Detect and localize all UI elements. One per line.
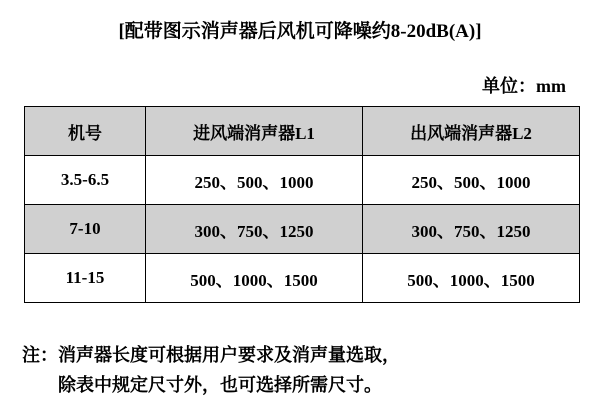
table-row	[25, 156, 580, 205]
table-row	[25, 254, 580, 303]
cell-model: 3.5-6.5	[25, 156, 146, 205]
column-header-outlet: 出风端消声器L2	[363, 107, 580, 156]
column-header-inlet: 进风端消声器L1	[146, 107, 363, 156]
note-line-1: 注：消声器长度可根据用户要求及消声量选取，	[22, 345, 400, 365]
silencer-length-table	[24, 106, 580, 303]
cell-outlet: 250、500、1000	[363, 156, 580, 205]
cell-outlet: 500、1000、1500	[363, 254, 580, 303]
table-row	[25, 205, 580, 254]
cell-model: 11-15	[25, 254, 146, 303]
column-header-model: 机号	[25, 107, 146, 156]
table-header-row	[25, 107, 580, 156]
cell-model: 7-10	[25, 205, 146, 254]
cell-outlet: 300、750、1250	[363, 205, 580, 254]
cell-inlet: 500、1000、1500	[146, 254, 363, 303]
cell-inlet: 300、750、1250	[146, 205, 363, 254]
page-title: [配带图示消声器后风机可降噪约8-20dB(A)]	[118, 21, 482, 42]
cell-inlet: 250、500、1000	[146, 156, 363, 205]
unit-label: 单位：mm	[482, 76, 566, 96]
note-line-2: 除表中规定尺寸外，也可选择所需尺寸。	[58, 375, 382, 395]
table-note	[22, 340, 582, 400]
